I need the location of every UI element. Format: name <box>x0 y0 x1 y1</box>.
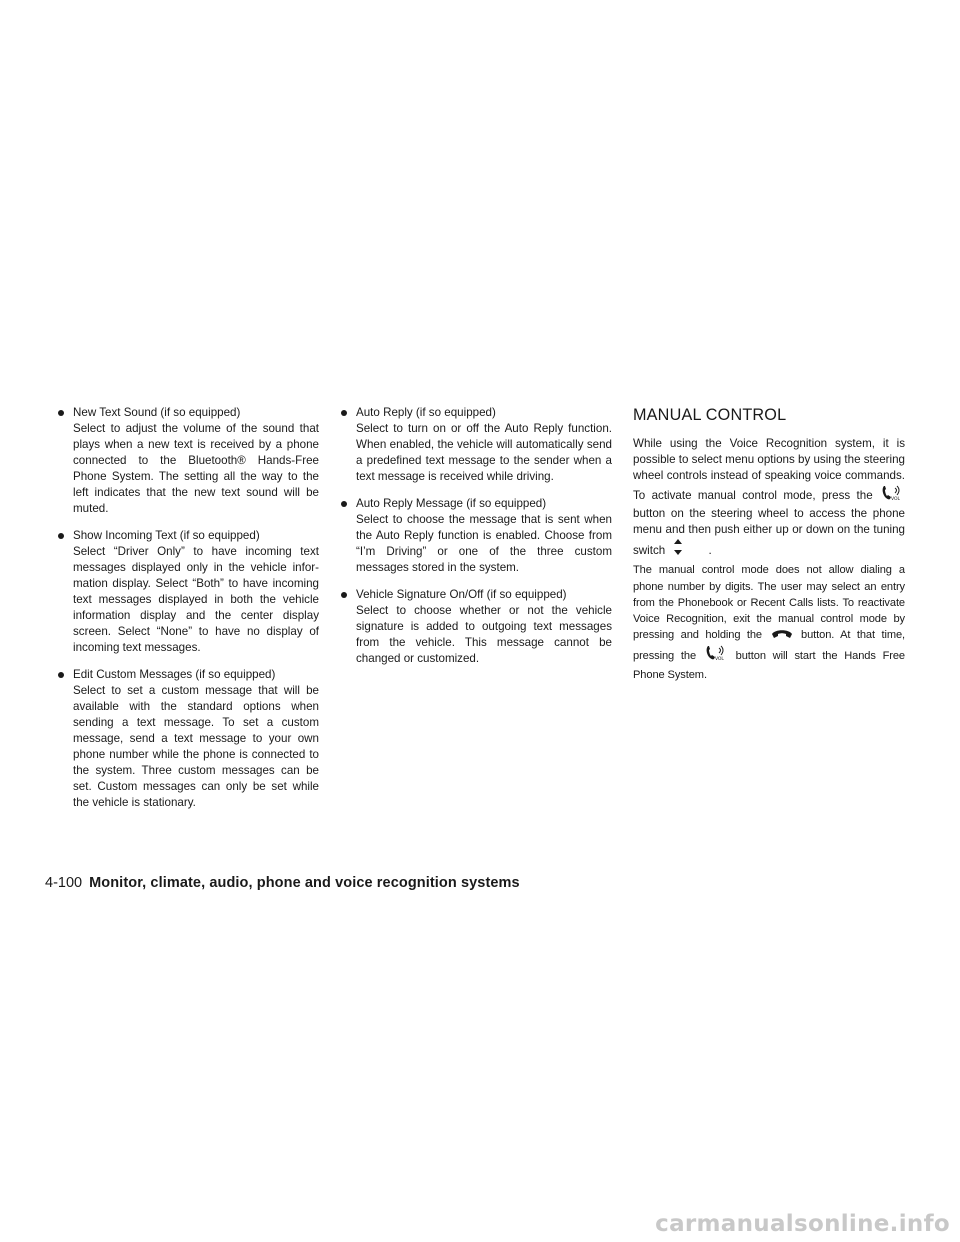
paragraph-text: button will start the Hands Free Phone System. <box>633 650 906 681</box>
list-item <box>340 496 612 576</box>
column-1 <box>57 405 319 811</box>
list-item <box>340 405 612 485</box>
item-body: Select to turn on or off the Auto Reply function. When enabled, the vehicle will automatically send a predefined text message to the sender when a text message is received while driving. <box>356 422 612 483</box>
list-item <box>340 587 612 667</box>
list-item <box>57 405 319 517</box>
phone-voice-icon <box>881 485 903 506</box>
paragraph-text: . <box>708 544 712 558</box>
list-item <box>57 667 319 811</box>
item-title: New Text Sound (if so equipped) <box>73 406 241 419</box>
bullet-icon <box>341 410 347 416</box>
item-title: Edit Custom Messages (if so equipped) <box>73 668 276 681</box>
bullet-icon <box>58 410 64 416</box>
page-footer <box>45 874 520 892</box>
bullet-icon <box>58 672 64 678</box>
item-title: Show Incoming Text (if so equipped) <box>73 529 260 542</box>
column-2 <box>340 405 612 667</box>
manual-control-paragraph-2 <box>633 562 905 682</box>
paragraph-text: The manual control mode does not allow dialing a phone number by digits. The user may select an entry from the Phonebook or Recent Calls lists. To reactivate Voice Recognition, exit the manual control mode by pressing and holding the <box>633 564 905 642</box>
phone-voice-icon <box>705 645 727 666</box>
page-number: 4-100 <box>45 875 83 891</box>
item-body: Select to choose whether or not the vehicle signature is added to outgoing text messages from the vehicle. This message cannot be changed or customized. <box>356 604 612 665</box>
manual-control-paragraph-1 <box>633 436 905 561</box>
item-body: Select to set a custom message that will be available with the standard options when sending a text message. To set a custom message, send a text message to your own phone number while the phone is connected to the system. Three custom messages can be set. Custom messages can only be set while the vehicle is stationary. <box>73 684 319 809</box>
item-body: Select to adjust the volume of the sound that plays when a new text is received by a phone connected to the Bluetooth® Hands-Free Phone System. The setting all the way to the left indicates that the new text sound will be muted. <box>73 422 319 515</box>
bullet-icon <box>341 501 347 507</box>
item-title: Auto Reply Message (if so equipped) <box>356 497 547 510</box>
svg-text:VOL: VOL <box>890 496 901 501</box>
item-title: Auto Reply (if so equipped) <box>356 406 496 419</box>
tuning-switch-icon <box>670 538 686 561</box>
bullet-icon <box>58 533 64 539</box>
svg-text:VOL: VOL <box>714 657 724 662</box>
paragraph-text: button on the steering wheel to access the phone menu and then push either up or down on the tuning switch <box>633 506 905 558</box>
section-heading: MANUAL CONTROL <box>633 406 787 424</box>
paragraph-text: button. At that time, pressing the <box>633 629 906 663</box>
paragraph-text: While using the Voice Recognition system, it is possible to select menu options by using the steering wheel controls instead of speaking voice commands. To activate manual control mode, press the <box>633 437 905 502</box>
watermark: carmanualsonline.info <box>655 1211 950 1237</box>
phone-hangup-icon <box>771 628 793 645</box>
item-title: Vehicle Signature On/Off (if so equipped) <box>356 588 567 601</box>
item-body: Select “Driver Only” to have incoming text messages displayed only in the vehicle information display. Select “Both” to have incoming text messages displayed in both the vehicle information display and the center display screen. Select “None” to have no display of incoming text messages. <box>73 545 319 654</box>
list-item <box>57 528 319 656</box>
chapter-title: Monitor, climate, audio, phone and voice recognition systems <box>89 875 520 891</box>
column-3 <box>633 404 905 684</box>
item-body: Select to choose the message that is sent when the Auto Reply function is enabled. Choose from “I’m Driving” or one of the three custom messages stored in the system. <box>356 513 612 574</box>
bullet-icon <box>341 592 347 598</box>
